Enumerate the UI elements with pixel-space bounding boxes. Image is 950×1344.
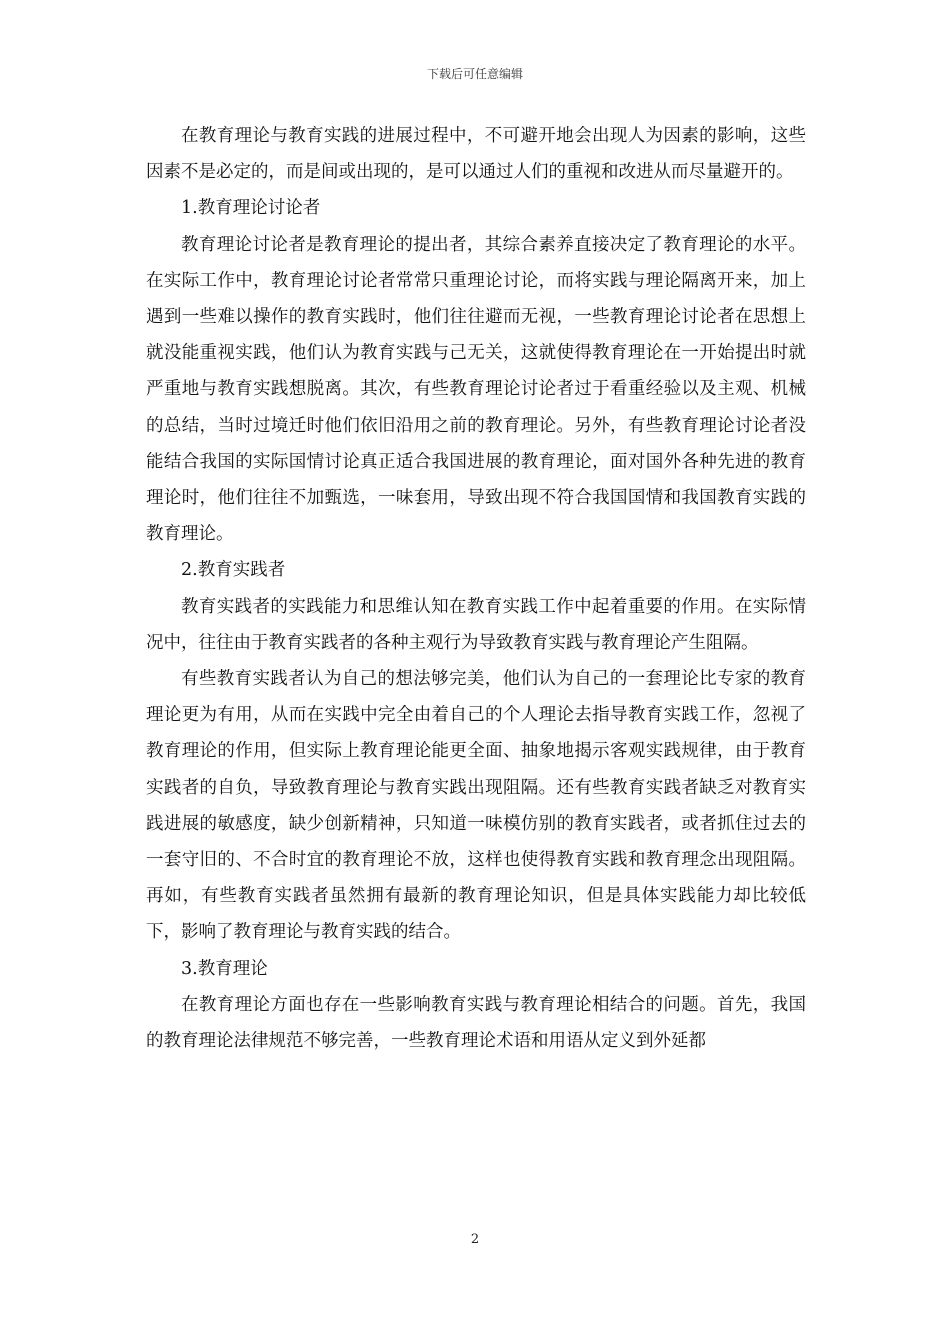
page-header: 下载后可任意编辑: [426, 67, 523, 81]
document-body: [146, 118, 806, 1059]
paragraph-intro: 在教育理论与教育实践的进展过程中，不可避开地会出现人为因素的影响，这些因素不是必定的，而是间或出现的，是可以通过人们的重视和改进从而尽量避开的。: [146, 126, 806, 183]
section-heading-2: 2.教育实践者: [181, 560, 286, 581]
section-heading-1: 1.教育理论讨论者: [181, 198, 321, 219]
paragraph-researchers: 教育理论讨论者是教育理论的提出者，其综合素养直接决定了教育理论的水平。在实际工作中，教育理论讨论者常常只重理论讨论，而将实践与理论隔离开来，加上遇到一些难以操作的教育实践时，他们往往避而无视，一些教育理论讨论者在思想上就没能重视实践，他们认为教育实践与己无关，这就使得教育理论在一开始提出时就严重地与教育实践想脱离。其次，有些教育理论讨论者过于看重经验以及主观、机械的总结，当时过境迁时他们依旧沿用之前的教育理论。另外，有些教育理论讨论者没能结合我国的实际国情讨论真正适合我国进展的教育理论，面对国外各种先进的教育理论时，他们往往不加甄选，一味套用，导致出现不符合我国国情和我国教育实践的教育理论。: [146, 234, 806, 545]
paragraph-theory: 在教育理论方面也存在一些影响教育实践与教育理论相结合的问题。首先，我国的教育理论法律规范不够完善，一些教育理论术语和用语从定义到外延都: [146, 994, 806, 1052]
page-number: 2: [470, 1232, 480, 1247]
paragraph-practitioners-detail: 有些教育实践者认为自己的想法够完美，他们认为自己的一套理论比专家的教育理论更为有用，从而在实践中完全由着自己的个人理论去指导教育实践工作，忽视了教育理论的作用，但实际上教育理论能更全面、抽象地揭示客观实践规律，由于教育实践者的自负，导致教育理论与教育实践出现阻隔。还有些教育实践者缺乏对教育实践进展的敏感度，缺少创新精神，只知道一味模仿别的教育实践者，或者抓住过去的一套守旧的、不合时宜的教育理论不放，这样也使得教育实践和教育理念出现阻隔。再如，有些教育实践者虽然拥有最新的教育理论知识，但是具体实践能力却比较低下，影响了教育理论与教育实践的结合。: [146, 669, 806, 943]
paragraph-practitioners-intro: 教育实践者的实践能力和思维认知在教育实践工作中起着重要的作用。在实际情况中，往往由于教育实践者的各种主观行为导致教育实践与教育理论产生阻隔。: [146, 596, 806, 653]
section-heading-3: 3.教育理论: [181, 958, 268, 979]
